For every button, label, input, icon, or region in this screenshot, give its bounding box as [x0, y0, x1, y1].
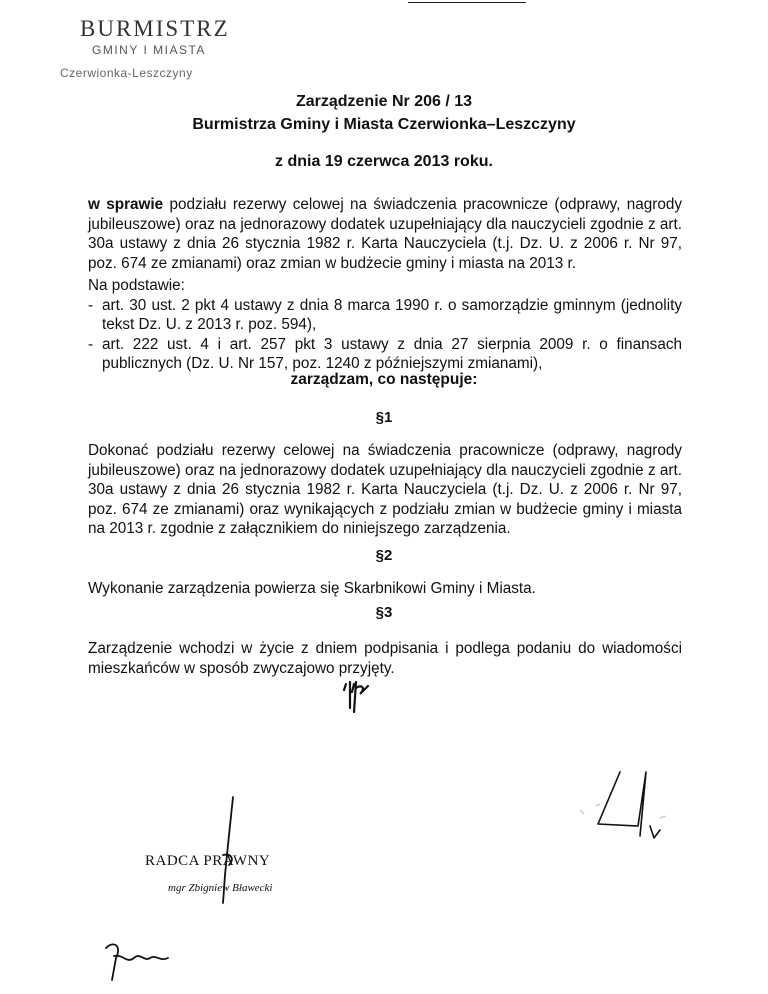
document-date: z dnia 19 czerwca 2013 roku.: [275, 153, 493, 170]
subject-text: podziału rezerwy celowej na świadczenia pracownicze (odprawy, nagrody jubileuszowe) oraz na jednorazowy dodatek uzupełniający dla nauczycieli zgodnie z art. 30a ustawy z dnia 26 stycznia 1982 r. Karta Nauczyciela (t.j. Dz. U. z 2006 r. Nr 97, poz. 674 ze zmianami) oraz zmian w budżecie gminy i miasta na 2013 r.: [88, 196, 682, 272]
top-rule: [408, 2, 526, 3]
handwritten-initials: [100, 936, 180, 986]
section-1-heading: §1: [375, 409, 393, 426]
subject-lead: w sprawie: [88, 196, 164, 213]
decree-statement: zarządzam, co następuje:: [290, 371, 478, 388]
section-1-text: Dokonać podziału rezerwy celowej na świadczenia pracownicze (odprawy, nagrody jubileuszowe) oraz na jednorazowy dodatek uzupełniający dla nauczycieli zgodnie z art. 30a ustawy z dnia 26 stycznia 1982 r. Karta Nauczyciela (t.j. Dz. U. z 2006 r. Nr 97, poz. 674 ze zmianami) oraz wynikających z podziału zmian w budżecie gminy i miasta na 2013 r. zgodnie z załącznikiem do niniejszego zarządzenia.: [88, 442, 682, 537]
section-3-text: Zarządzenie wchodzi w życie z dniem podpisania i podlega podaniu do wiadomości mieszkańców w sposób zwyczajowo przyjęty.: [88, 640, 682, 677]
stamp-line-title: BURMISTRZ: [80, 16, 230, 41]
initials-mark: [340, 678, 380, 716]
section-2-heading: §2: [375, 547, 393, 564]
signature-title: RADCA PRAWNY: [145, 853, 271, 869]
legal-basis: [88, 276, 682, 374]
stamp-line-town: Czerwionka-Leszczyny: [60, 66, 193, 80]
legal-basis-heading: Na podstawie:: [88, 277, 185, 294]
legal-basis-item: - art. 222 ust. 4 i art. 257 pkt 3 ustawy z dnia 27 sierpnia 2009 r. o finansach publicznych (Dz. U. Nr 157, poz. 1240 z późniejszymi zmianami),: [88, 335, 682, 374]
subject-paragraph: [88, 195, 682, 273]
document-issuer: Burmistrza Gminy i Miasta Czerwionka–Leszczyny: [192, 116, 576, 133]
stamp-line-municipality: GMINY I MIASTA: [92, 43, 206, 57]
legal-basis-item: - art. 30 ust. 2 pkt 4 ustawy z dnia 8 marca 1990 r. o samorządzie gminnym (jednolity tekst Dz. U. z 2013 r. poz. 594),: [88, 296, 682, 335]
legal-basis-list: [88, 296, 682, 374]
mayor-signature: [560, 760, 690, 860]
section-2-text: Wykonanie zarządzenia powierza się Skarbnikowi Gminy i Miasta.: [88, 580, 536, 597]
section-3-heading: §3: [375, 604, 393, 621]
document-title: Zarządzenie Nr 206 / 13: [295, 93, 473, 110]
signature-name: mgr Zbigniew Bławecki: [168, 882, 273, 894]
